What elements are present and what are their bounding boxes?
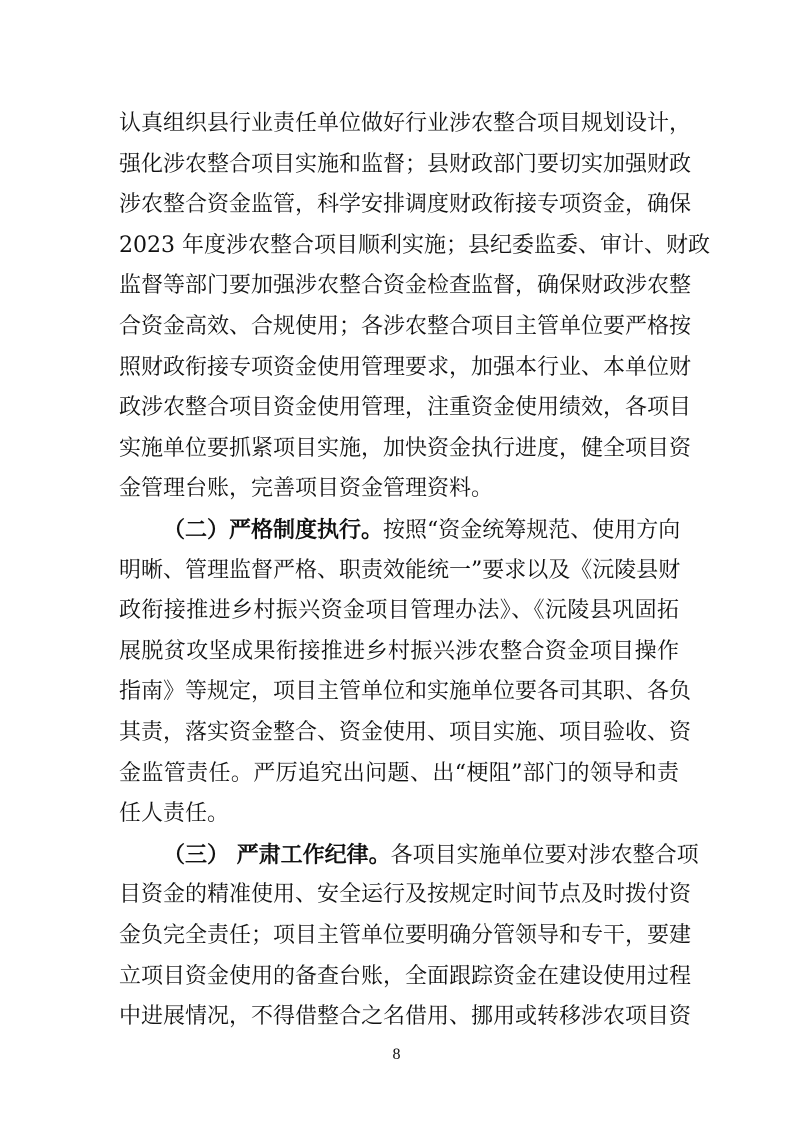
body-line: 明晰、管理监督严格、职责效能统一”要求以及《沅陵县财 bbox=[119, 558, 681, 583]
body-line: 指南》等规定，项目主管单位和实施单位要各司其职、各负 bbox=[119, 679, 692, 704]
body-line: 金监管责任。严厉追究出问题、出“梗阻”部门的领导和责 bbox=[119, 761, 679, 786]
body-line: 金管理台账，完善项目资金管理资料。 bbox=[119, 476, 494, 501]
body-line: 目资金的精准使用、安全运行及按规定时间节点及时拨付资 bbox=[119, 882, 692, 907]
body-line: 强化涉农整合项目实施和监督；县财政部门要切实加强财政 bbox=[119, 152, 692, 177]
body-line: 中进展情况，不得借整合之名借用、挪用或转移涉农项目资 bbox=[119, 1004, 692, 1029]
body-line: 认真组织县行业责任单位做好行业涉农整合项目规划设计， bbox=[119, 111, 692, 136]
section-first-line-text: 按照“资金统筹规范、使用方向 bbox=[383, 518, 681, 543]
body-line: 任人责任。 bbox=[119, 801, 230, 826]
body-line: 立项目资金使用的备查台账，全面跟踪资金在建设使用过程 bbox=[119, 964, 692, 989]
body-line: 2023 年度涉农整合项目顺利实施；县纪委监委、审计、财政 bbox=[119, 233, 710, 258]
section-heading: （三） 严肃工作纪律。 bbox=[163, 842, 391, 868]
body-line: 涉农整合资金监管，科学安排调度财政衔接专项资金，确保 bbox=[119, 192, 692, 217]
body-line: 金负完全责任；项目主管单位要明确分管领导和专干，要建 bbox=[119, 923, 692, 948]
body-line: 监督等部门要加强涉农整合资金检查监督，确保财政涉农整 bbox=[119, 273, 692, 298]
body-line: 展脱贫攻坚成果衔接推进乡村振兴涉农整合资金项目操作 bbox=[119, 639, 679, 664]
body-line: 其责，落实资金整合、资金使用、项目实施、项目验收、资 bbox=[119, 720, 692, 745]
body-line: 政衔接推进乡村振兴资金项目管理办法》、《沅陵县巩固拓 bbox=[119, 598, 679, 623]
body-line: 照财政衔接专项资金使用管理要求，加强本行业、本单位财 bbox=[119, 355, 692, 380]
section-heading: （二）严格制度执行。 bbox=[163, 517, 384, 543]
body-line: 政涉农整合项目资金使用管理，注重资金使用绩效，各项目 bbox=[119, 395, 692, 420]
section-first-line bbox=[163, 835, 699, 875]
section-first-line-text: 各项目实施单位要对涉农整合项 bbox=[390, 843, 699, 868]
page-number: 8 bbox=[392, 1046, 401, 1063]
section-first-line bbox=[163, 510, 679, 550]
body-line: 合资金高效、合规使用；各涉农整合项目主管单位要严格按 bbox=[119, 314, 692, 339]
body-line: 实施单位要抓紧项目实施，加快资金执行进度，健全项目资 bbox=[119, 436, 692, 461]
